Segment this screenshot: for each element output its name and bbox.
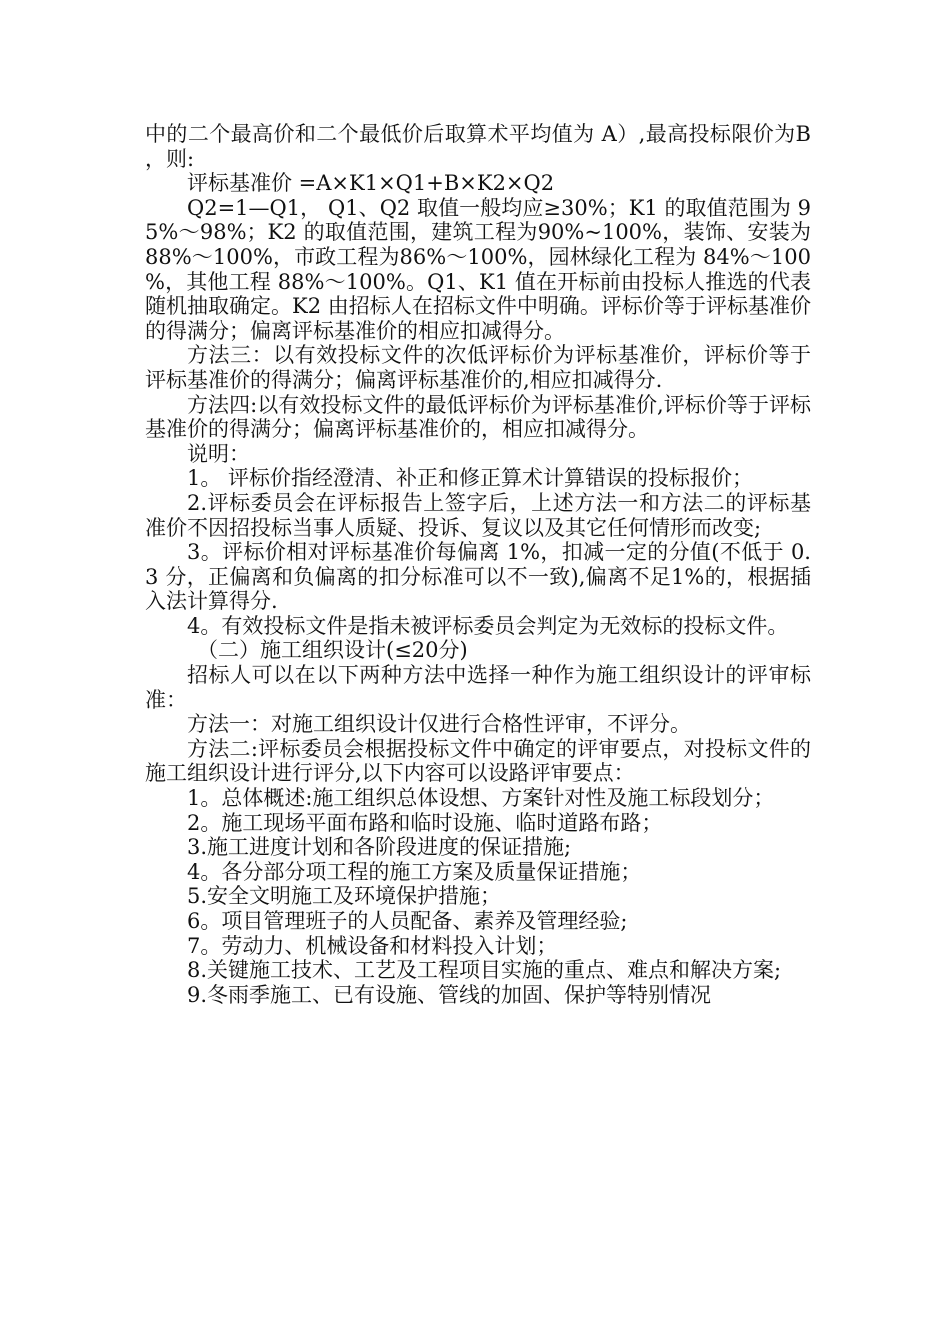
paragraph-formula: 评标基准价 =A×K1×Q1+B×K2×Q2 [187, 171, 555, 196]
paragraph-review-intro: 招标人可以在以下两种方法中选择一种作为施工组织设计的评审标准： [145, 663, 811, 712]
paragraph-note-1: 1。 评标价指经澄清、补正和修正算术计算错误的投标报价； [187, 466, 754, 491]
paragraph-notes-heading: 说明： [187, 441, 250, 466]
section-heading-construction-design: （二）施工组织设计(≤20分) [197, 638, 468, 663]
paragraph-method-four: 方法四:以有效投标文件的最低评标价为评标基准价,评标价等于评标基准价的得满分；偏离评标基准价的，相应扣减得分。 [145, 392, 811, 442]
list-item-review-point-3: 3.施工进度计划和各阶段进度的保证措施; [187, 835, 572, 860]
list-item-review-point-8: 8.关键施工技术、工艺及工程项目实施的重点、难点和解决方案; [187, 958, 782, 983]
list-item-review-point-6: 6。项目管理班子的人员配备、素养及管理经验; [187, 909, 628, 933]
list-item-review-point-5: 5.安全文明施工及环境保护措施； [187, 884, 502, 909]
paragraph-note-4: 4。有效投标文件是指未被评标委员会判定为无效标的投标文件。 [187, 613, 789, 638]
document-page [145, 122, 811, 1007]
paragraph-continuation: 中的二个最高价和二个最低价后取算术平均值为 A）,最高投标限价为B，则: [145, 122, 811, 171]
list-item-review-point-1: 1。总体概述:施工组织总体设想、方案针对性及施工标段划分； [187, 786, 775, 811]
paragraph-method-three: 方法三：以有效投标文件的次低评标价为评标基准价，评标价等于评标基准价的得满分；偏离评标基准价的,相应扣减得分. [145, 343, 811, 392]
paragraph-note-2: 2.评标委员会在评标报告上签字后，上述方法一和方法二的评标基准价不因招投标当事人质疑、投诉、复议以及其它任何情形而改变; [145, 490, 811, 540]
list-item-review-point-9: 9.冬雨季施工、已有设施、管线的加固、保护等特别情况 [187, 982, 712, 1007]
paragraph-note-3: 3。评标价相对评标基准价每偏离 1%，扣减一定的分值(不低于 0.3 分，正偏离和负偏离的扣分标准可以不一致),偏离不足1%的，根据插入法计算得分. [145, 540, 811, 614]
list-item-review-point-4: 4。各分部分项工程的施工方案及质量保证措施； [187, 859, 642, 884]
list-item-review-point-2: 2。施工现场平面布路和临时设施、临时道路布路； [187, 810, 663, 835]
list-item-review-point-7: 7。劳动力、机械设备和材料投入计划； [187, 933, 558, 958]
paragraph-review-method-one: 方法一：对施工组织设计仅进行合格性评审，不评分。 [187, 712, 691, 737]
paragraph-coefficients: Q2=1—Q1， Q1、Q2 取值一般均应≥30%；K1 的取值范围为 95%～98%；K2 的取值范围，建筑工程为90%~100%，装饰、安装为88%～100%，市政工程为86%～100%，园林绿化工程为 84%～100%，其他工程 88%～100%。Q1、K1 值在开标前由投标人推选的代表随机抽取确定。K2 由招标人在招标文件中明确。评标价等于评标基准价的得满分；偏离评标基准价的相应扣减得分。 [145, 195, 811, 343]
paragraph-review-method-two: 方法二:评标委员会根据投标文件中确定的评审要点，对投标文件的施工组织设计进行评分,以下内容可以设路评审要点： [145, 736, 811, 786]
